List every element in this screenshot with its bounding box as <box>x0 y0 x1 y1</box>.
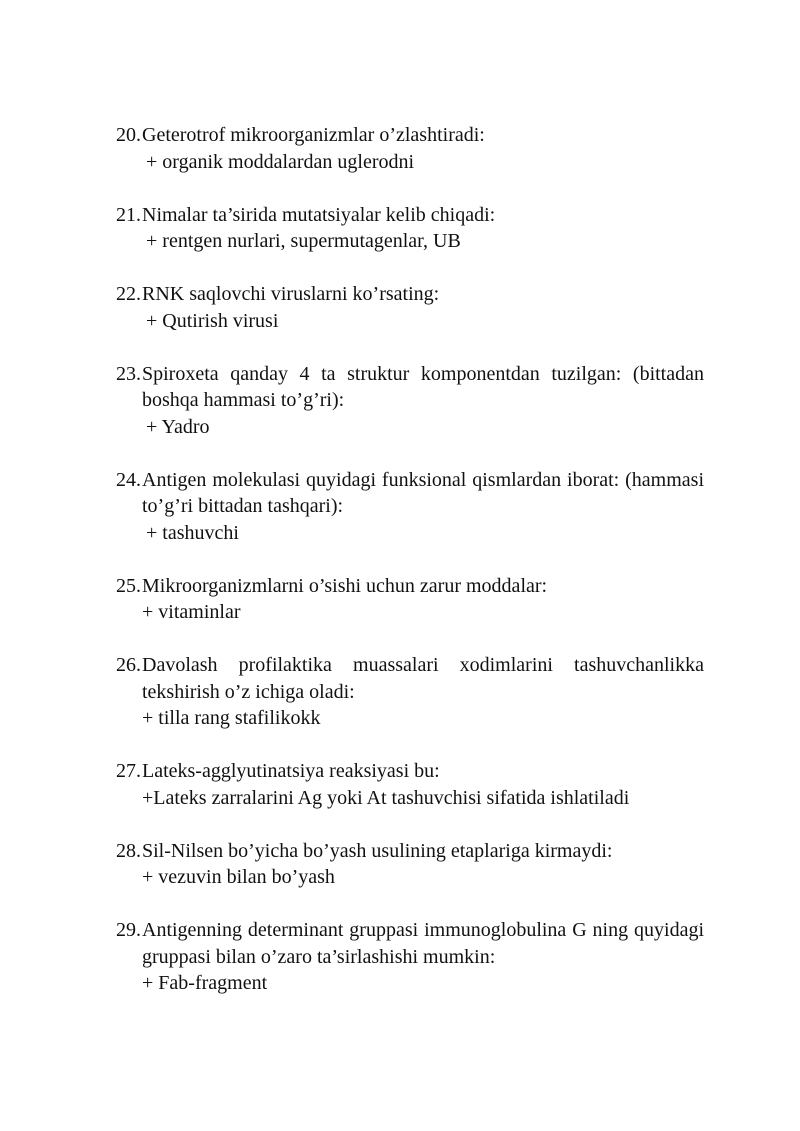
question-body <box>142 652 704 732</box>
question-text: Spiroxeta qanday 4 ta struktur komponentdan tuzilgan: (bittadan boshqa hammasi to’g’ri): <box>142 362 704 411</box>
question-text: Nimalar ta’sirida mutatsiyalar kelib chiqadi: <box>142 203 496 226</box>
question-item <box>116 652 704 732</box>
question-body <box>142 758 704 811</box>
question-body <box>142 917 704 997</box>
question-body <box>142 202 704 255</box>
question-number: 22. <box>116 283 141 305</box>
question-answer: + tilla rang stafilikokk <box>142 707 321 729</box>
question-item <box>116 202 704 255</box>
question-answer: +Lateks zarralarini Ag yoki At tashuvchisi sifatida ishlatiladi <box>142 786 630 809</box>
question-text: Antigen molekulasi quyidagi funksional qismlardan iborat: (hammasi to’g’ri bittadan tashqari): <box>142 468 704 517</box>
question-body <box>142 122 704 175</box>
question-number: 21. <box>116 203 141 226</box>
question-answer: + Qutirish virusi <box>146 309 279 332</box>
question-answer: + tashuvchi <box>146 521 239 544</box>
question-number: 24. <box>116 468 141 491</box>
question-list <box>116 122 704 1023</box>
question-answer: + vitaminlar <box>142 601 241 623</box>
question-number: 20. <box>116 124 141 146</box>
question-item <box>116 122 704 175</box>
question-item <box>116 758 704 811</box>
question-item <box>116 573 704 626</box>
question-answer: + Fab-fragment <box>142 972 268 994</box>
question-answer: + Yadro <box>146 415 210 438</box>
question-number: 26. <box>116 654 141 676</box>
question-body <box>142 573 704 626</box>
question-item <box>116 917 704 997</box>
question-answer: + vezuvin bilan bo’yash <box>142 866 335 888</box>
question-answer: + organik moddalardan uglerodni <box>146 150 415 173</box>
question-number: 28. <box>116 839 141 862</box>
question-text: RNK saqlovchi viruslarni ko’rsating: <box>142 283 440 305</box>
question-body <box>142 281 704 334</box>
question-number: 23. <box>116 362 141 385</box>
question-number: 27. <box>116 760 141 782</box>
question-item <box>116 361 704 441</box>
question-body <box>142 838 704 891</box>
question-text: Sil-Nilsen bo’yicha bo’yash usulining etaplariga kirmaydi: <box>142 839 613 862</box>
question-body <box>142 467 704 547</box>
question-item <box>116 281 704 334</box>
question-text: Antigenning determinant gruppasi immunoglobulina G ning quyidagi gruppasi bilan o’zaro ta’sirlashishi mumkin: <box>142 919 704 968</box>
question-item <box>116 467 704 547</box>
question-number: 29. <box>116 919 141 941</box>
question-text: Lateks-agglyutinatsiya reaksiyasi bu: <box>142 760 440 782</box>
question-number: 25. <box>116 574 141 597</box>
question-text: Geterotrof mikroorganizmlar o’zlashtiradi: <box>142 124 485 146</box>
question-body <box>142 361 704 441</box>
question-answer: + rentgen nurlari, supermutagenlar, UB <box>146 230 461 252</box>
question-item <box>116 838 704 891</box>
question-text: Mikroorganizmlarni o’sishi uchun zarur moddalar: <box>142 574 548 597</box>
question-text: Davolash profilaktika muassalari xodimlarini tashuvchanlikka tekshirish o’z ichiga oladi: <box>142 654 704 703</box>
